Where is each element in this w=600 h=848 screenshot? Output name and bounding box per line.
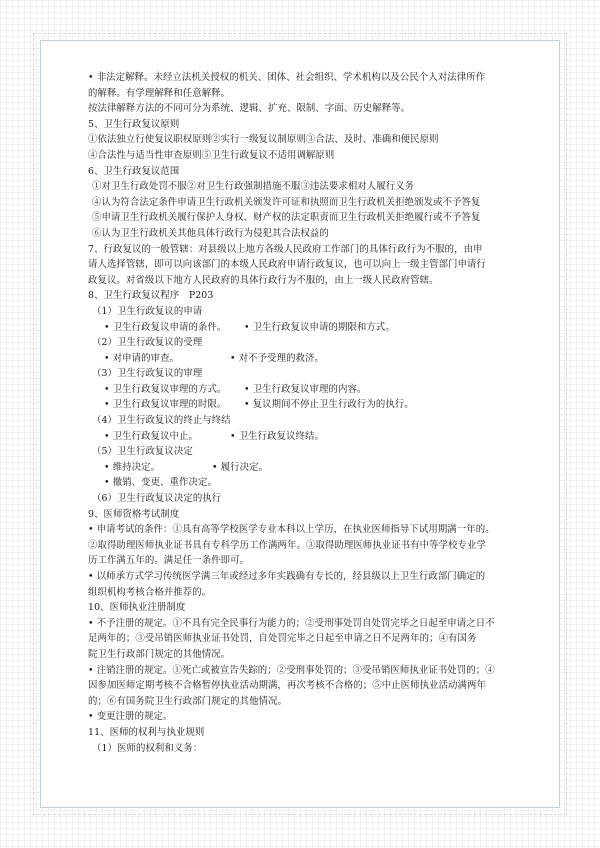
paragraph-line: • 变更注册的规定。 bbox=[88, 711, 173, 723]
document-body bbox=[88, 70, 518, 756]
bullet-item: • 卫生行政复议申请的期限和方式。 bbox=[244, 321, 395, 333]
bullet-item: • 卫生行政复议审理的内容。 bbox=[244, 383, 367, 395]
section-heading: 8、卫生行政复议程序 P203 bbox=[88, 290, 214, 302]
paragraph-line: 的解释。有学理解释和任意解释。 bbox=[88, 87, 231, 99]
section-heading: 9、医师资格考试制度 bbox=[88, 508, 180, 520]
paragraph-line: • 注销注册的规定。①死亡或被宣告失踪的；②受刑事处罚的；③受吊销医师执业证书处罚的；④ bbox=[88, 664, 495, 676]
paragraph-line: 院卫生行政部门规定的其他情况。 bbox=[88, 648, 231, 660]
bullet-item: • 卫生行政复议中止。 bbox=[104, 430, 198, 442]
paragraph-line: ⑤申请卫生行政机关履行保护人身权、财产权的法定职责而卫生行政机关拒绝履行或不予答复 bbox=[92, 212, 481, 224]
bullet-item: • 卫生行政复议审理的方式。 bbox=[104, 383, 227, 395]
paragraph-line: ①对卫生行政处罚不服②对卫生行政强制措施不服③违法要求相对人履行义务 bbox=[92, 181, 415, 193]
bullet-item: • 复议期间不停止卫生行政行为的执行。 bbox=[244, 399, 414, 411]
section-heading: 10、医师执业注册制度 bbox=[88, 602, 186, 614]
subsection-heading: （6）卫生行政复议决定的执行 bbox=[92, 493, 222, 505]
subsection-heading: （1）医师的权利和义务： bbox=[92, 742, 203, 754]
bullet-item: • 卫生行政复议终结。 bbox=[230, 430, 324, 442]
bullet-item: • 对不予受理的救济。 bbox=[230, 352, 324, 364]
bullet-item: • 卫生行政复议审理的时限。 bbox=[104, 399, 227, 411]
bullet-pair bbox=[88, 382, 518, 398]
bullet-pair bbox=[88, 320, 518, 336]
bullet-pair bbox=[88, 429, 518, 445]
paragraph-line: 政复议。对省级以下地方人民政府的具体行政行为不服的，由上一级人民政府管辖。 bbox=[88, 274, 439, 286]
bullet-item: • 维持决定。 bbox=[104, 461, 161, 473]
bullet-pair bbox=[88, 397, 518, 413]
bullet-item: • 撤销、变更、重作决定。 bbox=[104, 477, 217, 489]
paragraph-line: 足两年的；③受吊销医师执业证书处罚，自处罚完毕之日起至申请之日不足两年的；④有国务 bbox=[88, 633, 477, 645]
paragraph-line: ①依法独立行使复议职权原则②实行一级复议制原则③合法、及时、准确和便民原则 bbox=[88, 134, 439, 146]
paragraph-line: • 不予注册的规定。①不具有完全民事行为能力的；②受刑事处罚自处罚完毕之日起至申请之日不 bbox=[88, 617, 495, 629]
paragraph-line: 组织机构考核合格并推荐的。 bbox=[88, 586, 212, 598]
subsection-heading: （5）卫生行政复议决定 bbox=[92, 446, 193, 458]
paragraph-line: • 申请考试的条件：①具有高等学校医学专业本科以上学历，在执业医师指导下试用期满一年的。 bbox=[88, 524, 495, 536]
paragraph-line: ④合法性与适当性审查原则⑤卫生行政复议不适用调解原则 bbox=[88, 149, 335, 161]
subsection-heading: （1）卫生行政复议的申请 bbox=[92, 305, 203, 317]
section-heading: 11、医师的权利与执业规则 bbox=[88, 726, 205, 738]
bullet-pair bbox=[88, 351, 518, 367]
subsection-heading: （2）卫生行政复议的受理 bbox=[92, 337, 203, 349]
bullet-pair bbox=[88, 460, 518, 476]
section-heading: 6、卫生行政复议范围 bbox=[88, 165, 180, 177]
bullet-item: • 卫生行政复议申请的条件。 bbox=[104, 321, 227, 333]
subsection-heading: （4）卫生行政复议的终止与终结 bbox=[92, 415, 231, 427]
bullet-item: • 履行决定。 bbox=[212, 461, 269, 473]
paragraph-line: • 非法定解释。未经立法机关授权的机关、团体、社会组织、学术机构以及公民个人对法律所作 bbox=[88, 72, 486, 83]
section-heading: 5、卫生行政复议原则 bbox=[88, 118, 180, 130]
paragraph-line: ⑥认为卫生行政机关其他具体行政行为侵犯其合法权益的 bbox=[92, 227, 329, 239]
paragraph-line: 按法律解释方法的不同可分为系统、逻辑、扩充、限制、字面、历史解释等。 bbox=[88, 103, 411, 115]
paragraph-line: 的；⑥有国务院卫生行政部门规定的其他情况。 bbox=[88, 695, 287, 707]
bullet-item: • 对申请的审查。 bbox=[104, 352, 180, 364]
paragraph-line: ②取得助理医师执业证书具有专科学历工作满两年。③取得助理医师执业证书有中等学校专业学 bbox=[88, 539, 486, 551]
paragraph-line: 请人选择管辖，即可以向该部门的本级人民政府申请行政复议，也可以向上一级主管部门申请行 bbox=[88, 259, 486, 271]
subsection-heading: （3）卫生行政复议的审理 bbox=[92, 368, 203, 380]
paragraph-line: 因参加医师定期考核不合格暂停执业活动期满，再次考核不合格的；⑤中止医师执业活动满两年 bbox=[88, 680, 486, 692]
paragraph-line: ④认为符合法定条件申请卫生行政机关颁发许可证和执照而卫生行政机关拒绝颁发或不予答复 bbox=[92, 196, 481, 208]
paragraph-line: 历工作满五年的。满足任一条件即可。 bbox=[88, 555, 250, 567]
section-heading: 7、行政复议的一般管辖：对县级以上地方各级人民政府工作部门的具体行政行为不服的，由申 bbox=[88, 243, 483, 255]
paragraph-line: • 以师承方式学习传统医学满三年或经过多年实践确有专长的，经县级以上卫生行政部门确定的 bbox=[88, 571, 486, 582]
